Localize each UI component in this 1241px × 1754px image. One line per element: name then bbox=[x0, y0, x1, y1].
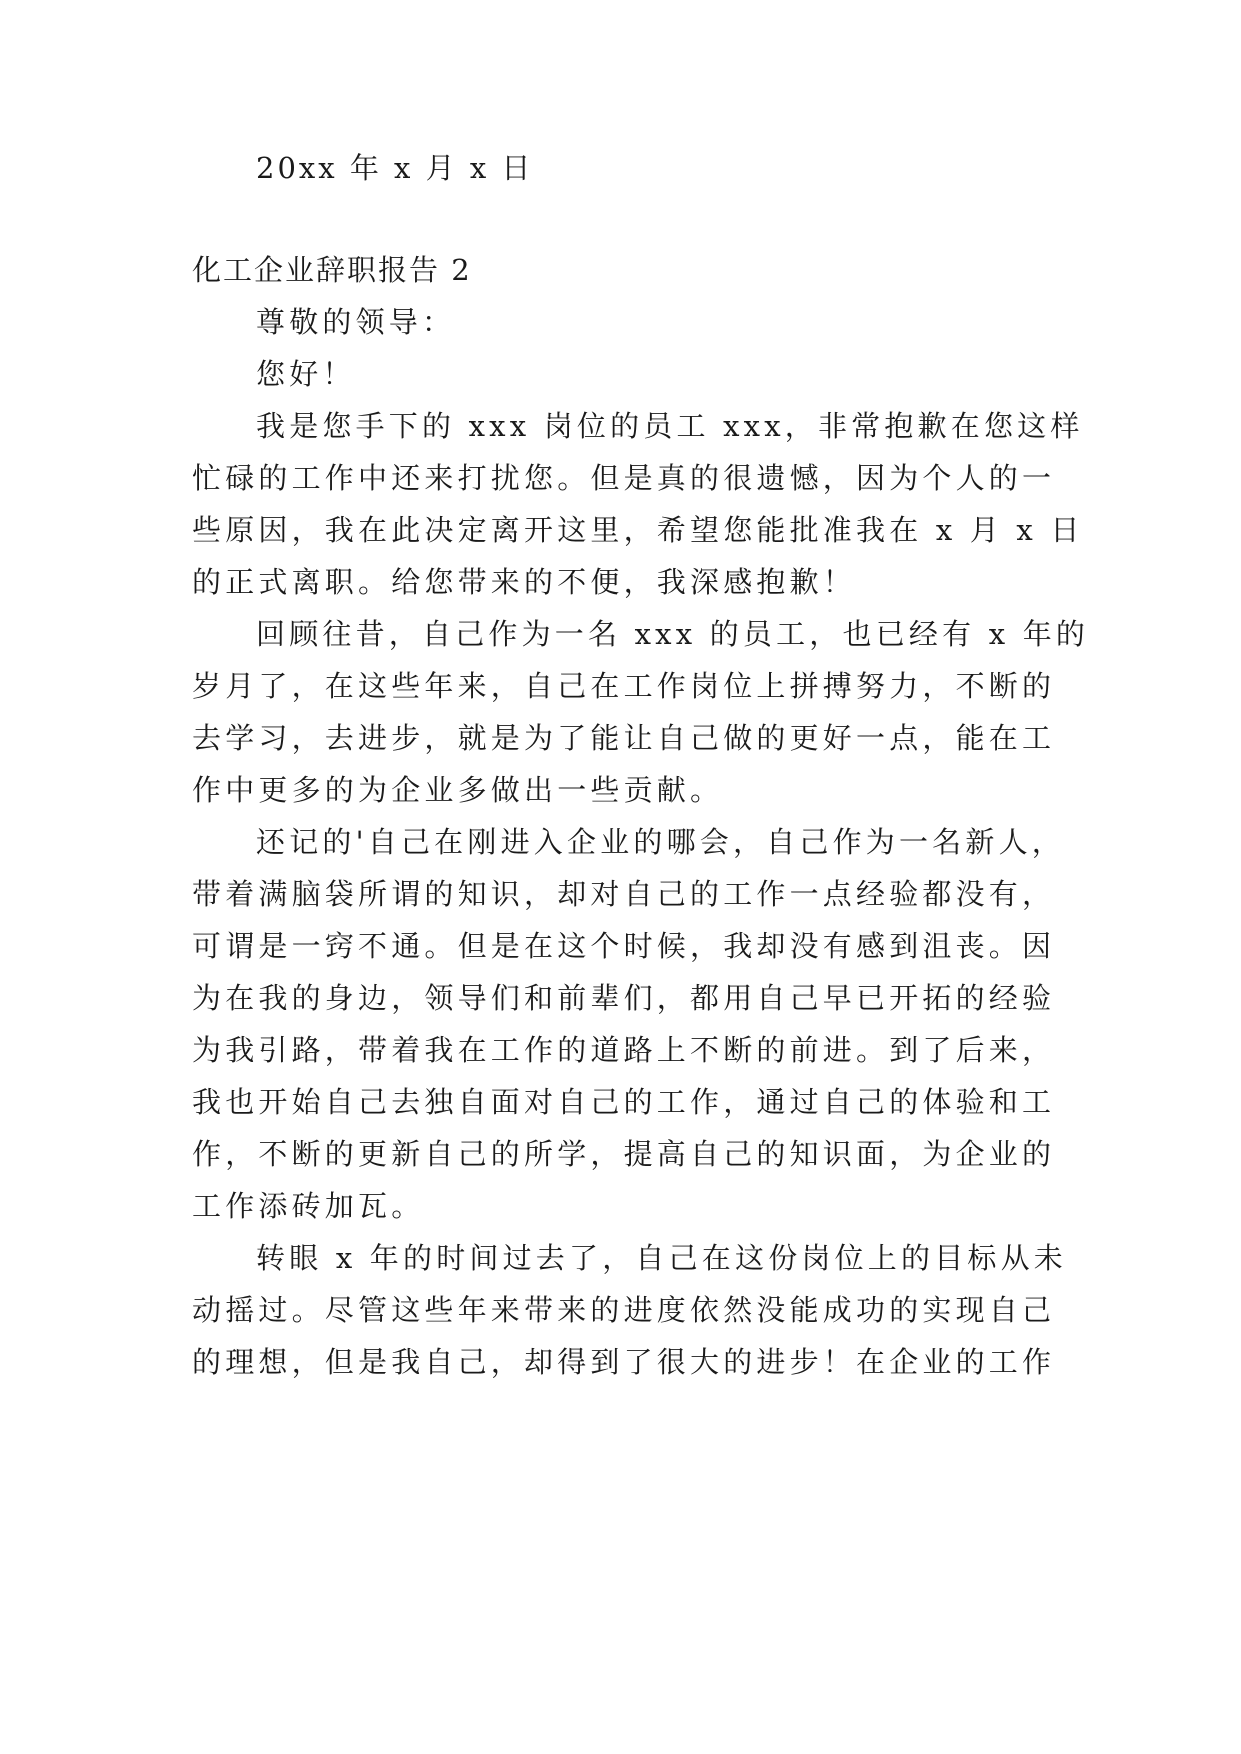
body-line: 转眼 x 年的时间过去了，自己在这份岗位上的目标从未 bbox=[256, 1241, 1067, 1275]
body-line: 作，不断的更新自己的所学，提高自己的知识面，为企业的 bbox=[192, 1137, 1056, 1171]
body-line: 还记的'自己在刚进入企业的哪会，自己作为一名新人， bbox=[256, 825, 1065, 859]
body-line: 去学习，去进步，就是为了能让自己做的更好一点，能在工 bbox=[192, 721, 1056, 755]
document-title: 化工企业辞职报告 2 bbox=[192, 253, 472, 287]
body-line: 忙碌的工作中还来打扰您。但是真的很遗憾，因为个人的一 bbox=[192, 461, 1056, 495]
body-line: 为在我的身边，领导们和前辈们，都用自己早已开拓的经验 bbox=[192, 981, 1056, 1015]
body-line: 的理想，但是我自己，却得到了很大的进步！在企业的工作 bbox=[192, 1345, 1056, 1379]
body-line: 我是您手下的 xxx 岗位的员工 xxx，非常抱歉在您这样 bbox=[256, 409, 1084, 443]
body-line: 可谓是一窍不通。但是在这个时候，我却没有感到沮丧。因 bbox=[192, 929, 1056, 963]
body-line: 工作添砖加瓦。 bbox=[192, 1189, 425, 1223]
body-line: 岁月了，在这些年来，自己在工作岗位上拼搏努力，不断的 bbox=[192, 669, 1056, 703]
body-line: 为我引路，带着我在工作的道路上不断的前进。到了后来， bbox=[192, 1033, 1056, 1067]
body-line: 作中更多的为企业多做出一些贡献。 bbox=[192, 773, 724, 807]
body-line: 动摇过。尽管这些年来带来的进度依然没能成功的实现自己 bbox=[192, 1293, 1056, 1327]
body-line: 些原因，我在此决定离开这里，希望您能批准我在 x 月 x 日 bbox=[192, 513, 1084, 547]
body-line: 回顾往昔，自己作为一名 xxx 的员工，也已经有 x 年的 bbox=[256, 617, 1090, 651]
body-line: 的正式离职。给您带来的不便，我深感抱歉！ bbox=[192, 565, 857, 599]
letter-date: 20xx 年 x 月 x 日 bbox=[256, 151, 534, 185]
salutation: 尊敬的领导： bbox=[256, 305, 456, 339]
body-line: 带着满脑袋所谓的知识，却对自己的工作一点经验都没有， bbox=[192, 877, 1056, 911]
body-line: 我也开始自己去独自面对自己的工作，通过自己的体验和工 bbox=[192, 1085, 1056, 1119]
greeting: 您好！ bbox=[256, 357, 356, 391]
